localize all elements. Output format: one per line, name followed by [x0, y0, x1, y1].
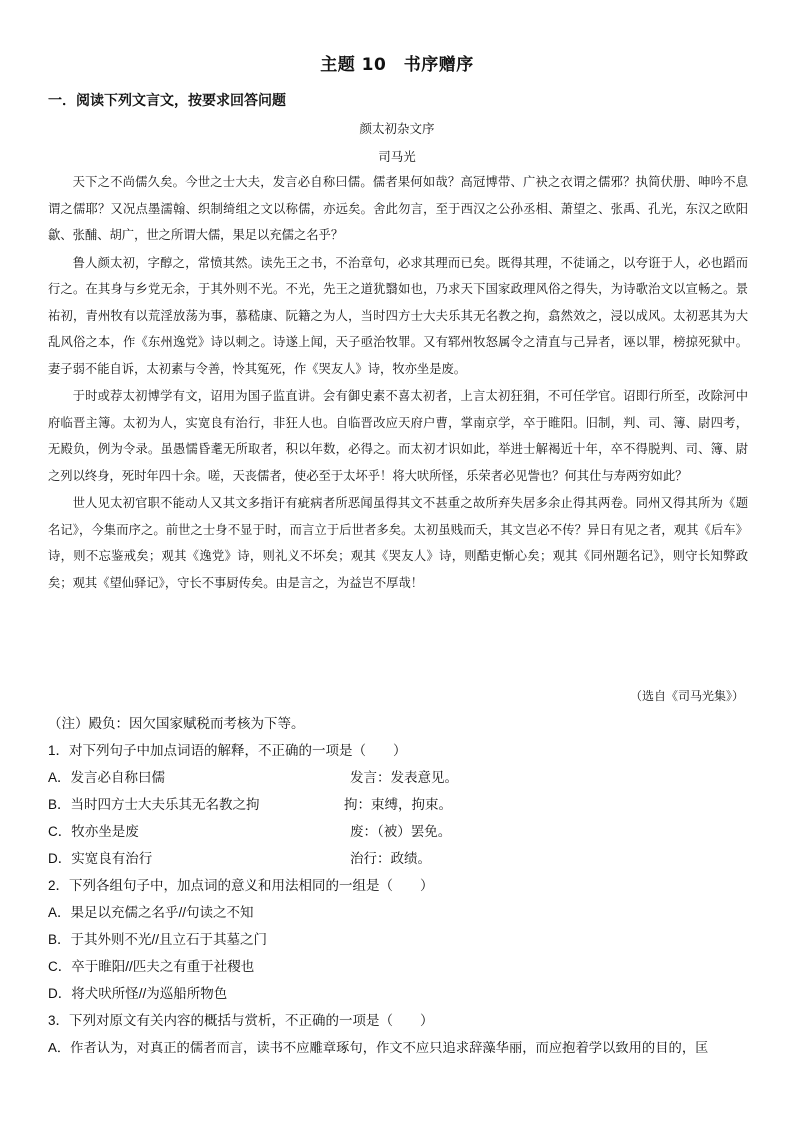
question-2-option-b: B．于其外则不光//且立石于其墓之门	[48, 932, 268, 947]
article-paragraph: 鲁人颜太初，字醇之，常愤其然。读先王之书，不治章句，必求其理而已矣。既得其理，不徒诵之，以夸诳于人，必也蹈而行之。在其身与乡党无余，于其外则不光。不光，先王之道犹翳如也，乃求天下国家政理风俗之得失，为诗歌治文以宣畅之。景祐初，青州牧有以荒淫放荡为事，慕嵇康、阮籍之为人，当时四方士大夫乐其无名教之拘，翕然效之，浸以成风。太初恶其为大乱风俗之本，作《东州逸党》诗以刺之。诗遂上闻，天子亟治牧罪。又有郓州牧怒属令之清直与己异者，诬以罪，榜掠死狱中。妻子弱不能自诉，太初素与令善，怜其冤死，作《哭友人》诗，牧亦坐是废。	[48, 255, 748, 376]
question-2-option-d: D．将犬吠所怪//为巡船所物色	[48, 986, 228, 1001]
question-1-option-c	[48, 822, 748, 842]
option-explanation: 拘：束缚，拘束。	[344, 797, 452, 812]
option-text: A．发言必自称曰儒	[48, 770, 166, 785]
article-body	[48, 169, 748, 597]
option-text: C．牧亦坐是废	[48, 824, 139, 839]
question-1-option-b	[48, 795, 748, 815]
question-1-stem: 1．对下列句子中加点词语的解释，不正确的一项是（ ）	[48, 743, 407, 758]
question-2-option-a: A．果足以充儒之名乎//句读之不知	[48, 905, 254, 920]
question-1-option-d	[48, 849, 748, 869]
article-paragraph: 于时或荐太初博学有文，诏用为国子监直讲。会有御史素不喜太初者，上言太初狂狷，不可任学官。诏即行所至，改除河中府临晋主簿。太初为人，实宽良有治行，非狂人也。自临晋改应天府户曹，掌南京学，卒于睢阳。旧制，判、司、簿、尉四考，无殿负，例为令录。虽愚懦昏耄无所取者，积以年数，必得之。而太初才识如此，举进士解褐近十年，卒不得脱判、司、簿、尉之列以终身，死时年四十余。嗟，天丧儒者，使必至于太坏乎！将大吠所怪，乐荣者必见訾也？何其仕与寿两穷如此？	[48, 389, 748, 483]
option-explanation: 废：（被）罢免。	[350, 824, 452, 839]
article-author: 司马光	[378, 149, 416, 164]
option-text: D．实宽良有治行	[48, 851, 153, 866]
question-3-option-a: A．作者认为，对真正的儒者而言，读书不应雕章琢句，作文不应只追求辞藻华丽，而应抱着学以致用的目的，匡	[48, 1040, 709, 1055]
section-heading: 一．阅读下列文言文，按要求回答问题	[48, 93, 286, 109]
option-explanation: 发言：发表意见。	[350, 770, 458, 785]
article-paragraph: 天下之不尚儒久矣。今世之士大夫，发言必自称曰儒。儒者果何如哉？高冠博带、广袂之衣谓之儒邪？执简伏册、呻吟不息谓之儒耶？又况点墨濡翰、织制绮组之文以称儒，亦远矣。舍此勿言，至于西汉之公孙丞相、萧望之、张禹、孔光，东汉之欧阳歙、张酺、胡广，世之所谓大儒，果足以充儒之名乎？	[48, 175, 748, 242]
question-2-option-c: C．卒于睢阳//匹夫之有重于社稷也	[48, 959, 255, 974]
article-title: 颜太初杂文序	[359, 121, 435, 136]
option-text: B．当时四方士大夫乐其无名教之拘	[48, 797, 260, 812]
question-2-stem: 2．下列各组句子中，加点词的意义和用法相同的一组是（ ）	[48, 878, 434, 893]
question-3-stem: 3．下列对原文有关内容的概括与赏析，不正确的一项是（ ）	[48, 1013, 434, 1028]
annotation-note: （注）殿负：因欠国家赋税而考核为下等。	[48, 716, 305, 731]
article-paragraph: 世人见太初官职不能动人又其文多指讦有疵病者所恶闻虽得其文不甚重之故所弃失居多余止得其两卷。同州又得其所为《题名记》，今集而序之。前世之士身不显于时，而言立于后世者多矣。太初虽贱而夭，其文岂必不传？异日有见之者，观其《后车》诗，则不忘鉴戒矣；观其《逸党》诗，则礼义不坏矣；观其《哭友人》诗，则酷吏惭心矣；观其《同州题名记》，则守长知弊政矣；观其《望仙驿记》，守长不事厨传矣。由是言之，为益岂不厚哉！	[48, 496, 748, 590]
option-explanation: 治行：政绩。	[350, 851, 431, 866]
document-title: 主题 10 书序赠序	[320, 55, 474, 75]
question-1-option-a	[48, 768, 748, 788]
article-source: （选自《司马光集》）	[629, 689, 744, 703]
